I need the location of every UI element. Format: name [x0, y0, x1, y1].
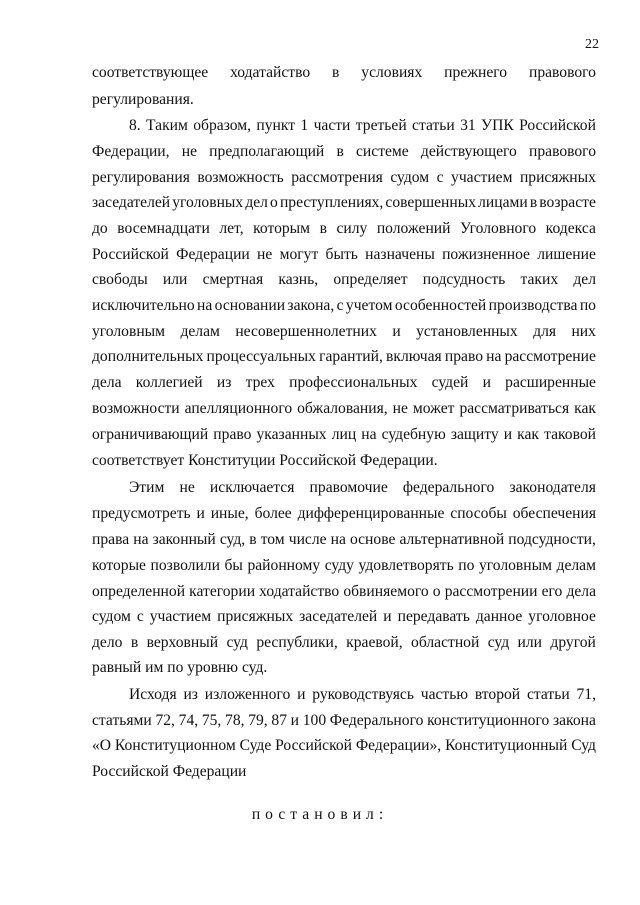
- word: дела: [92, 374, 122, 391]
- word: данное: [475, 608, 523, 625]
- word: удовлетворять: [358, 557, 454, 574]
- word: 100: [302, 712, 327, 729]
- word: делам: [556, 557, 596, 574]
- word: республики,: [256, 634, 338, 651]
- word: уголовным: [92, 323, 166, 340]
- text-line: [92, 142, 596, 162]
- text-line: [92, 168, 596, 188]
- word: УПК: [481, 117, 514, 134]
- word: присяжных: [519, 169, 596, 186]
- word: закона,: [287, 297, 335, 314]
- word: участием: [451, 169, 513, 186]
- word: на: [361, 426, 377, 443]
- text-line: [92, 478, 596, 498]
- word: с: [436, 169, 444, 186]
- word: уголовным: [478, 557, 552, 574]
- word: в: [130, 634, 139, 651]
- word: и: [383, 608, 392, 625]
- word: и: [392, 323, 401, 340]
- word: Федерации»,: [355, 737, 442, 754]
- word: рассматриваться: [459, 400, 570, 417]
- word: которым: [253, 220, 311, 237]
- word: другой: [550, 634, 596, 651]
- text-line: [92, 193, 596, 213]
- word: делам: [180, 323, 220, 340]
- text-line: [92, 270, 596, 290]
- word: которые: [92, 557, 146, 574]
- word: участием: [149, 608, 212, 625]
- word: о: [270, 194, 278, 211]
- word: рассмотрения: [291, 169, 383, 186]
- word: федерального: [402, 479, 495, 496]
- word: обеспечения: [512, 505, 596, 522]
- word: на: [330, 531, 346, 548]
- word: дел: [245, 194, 268, 211]
- word: Федерации,: [92, 143, 170, 160]
- word: права: [92, 531, 130, 548]
- text-line: [92, 373, 596, 393]
- word: лиц: [331, 426, 357, 443]
- word: включая: [386, 348, 442, 365]
- word: назначены: [365, 246, 435, 263]
- word: указанных: [256, 426, 327, 443]
- word: способы: [450, 505, 507, 522]
- word: заседателей: [299, 608, 378, 625]
- word: основании: [214, 297, 286, 314]
- word: Уголовного: [460, 220, 537, 237]
- word: условиях: [361, 64, 423, 81]
- word: суд: [487, 634, 510, 651]
- word: предусмотреть: [92, 505, 191, 522]
- word: соответствующее: [92, 64, 209, 81]
- word: и: [196, 505, 205, 522]
- word: как: [517, 426, 540, 443]
- word: изложенного: [204, 686, 291, 703]
- word: Конституционный: [445, 737, 568, 754]
- word: и: [482, 374, 491, 391]
- word: возможность: [197, 169, 284, 186]
- word: защиту: [450, 426, 499, 443]
- word: части: [313, 117, 351, 134]
- text-line: [92, 530, 596, 550]
- word: на: [486, 348, 502, 365]
- word: числе: [288, 531, 327, 548]
- word: 79,: [248, 712, 268, 729]
- word: законодателя: [509, 479, 596, 496]
- word: пожизненное: [442, 246, 530, 263]
- word: таких: [520, 271, 559, 288]
- word: рассмотрении: [444, 583, 538, 600]
- word: смертная: [202, 271, 264, 288]
- word: 8.: [129, 117, 141, 134]
- word: быть: [325, 246, 358, 263]
- text-line: [92, 296, 596, 316]
- page-number: 22: [585, 37, 599, 52]
- text-line: [92, 736, 596, 756]
- text-line: равный им по уровню суд.: [92, 659, 268, 676]
- word: Суде: [239, 737, 272, 754]
- word: пункт: [256, 117, 296, 134]
- text-line: [92, 219, 596, 239]
- word: право: [444, 348, 483, 365]
- text-line: [92, 582, 596, 602]
- word: учетом: [345, 297, 393, 314]
- word: восемнадцати: [117, 220, 210, 237]
- word: из: [183, 686, 198, 703]
- word: как: [574, 400, 596, 417]
- word: не: [179, 479, 195, 496]
- word: третьей: [355, 117, 407, 134]
- word: закона: [552, 712, 596, 729]
- word: статьями: [92, 712, 152, 729]
- word: на: [197, 297, 213, 314]
- word: производства: [488, 297, 578, 314]
- word: дополнительных: [92, 348, 204, 365]
- word: 1: [300, 117, 309, 134]
- word: том: [260, 531, 285, 548]
- word: областной: [411, 634, 480, 651]
- text-line: Российской Федерации: [92, 763, 247, 780]
- word: ходатайство: [259, 583, 340, 600]
- word: Федерального: [329, 712, 424, 729]
- word: альтернативной: [399, 531, 505, 548]
- text-line: [92, 347, 596, 367]
- word: судебную: [381, 426, 446, 443]
- word: статьи: [526, 686, 570, 703]
- word: гарантий,: [319, 348, 383, 365]
- word: кодекса: [545, 220, 596, 237]
- word: образом,: [193, 117, 252, 134]
- text-line: [92, 633, 596, 653]
- word: конституционного: [427, 712, 550, 729]
- word: ограничивающий: [92, 426, 209, 443]
- word: Российской: [92, 246, 169, 263]
- word: Федерации: [176, 246, 250, 263]
- word: Этим: [129, 479, 165, 496]
- word: подсудности,: [508, 531, 596, 548]
- word: процессуальных: [206, 348, 316, 365]
- word: в: [336, 143, 344, 160]
- text-line: [92, 245, 596, 265]
- word: руководствуясь: [312, 686, 414, 703]
- word: расширенные: [505, 374, 596, 391]
- word: подсудность: [422, 271, 506, 288]
- word: 31: [460, 117, 476, 134]
- word: с: [136, 608, 144, 625]
- word: правового: [528, 64, 596, 81]
- word: 78,: [225, 712, 245, 729]
- word: исключается: [209, 479, 295, 496]
- word: положений: [376, 220, 451, 237]
- word: могут: [279, 246, 319, 263]
- word: казнь,: [278, 271, 319, 288]
- word: апелляционного: [184, 400, 293, 417]
- text-line: [92, 322, 596, 342]
- word: силу: [336, 220, 368, 237]
- word: не: [181, 143, 197, 160]
- word: правового: [529, 143, 596, 160]
- word: действующего: [420, 143, 517, 160]
- word: лицами: [478, 194, 528, 211]
- word: дифференцированные: [297, 505, 445, 522]
- word: свободы: [92, 271, 148, 288]
- word: не: [392, 400, 408, 417]
- word: в: [249, 531, 257, 548]
- word: статьи: [412, 117, 455, 134]
- word: судом: [390, 169, 430, 186]
- word: коллегией: [135, 374, 203, 391]
- resolution-heading: постановил:: [251, 806, 389, 823]
- word: верховный: [146, 634, 219, 651]
- word: до: [92, 220, 108, 237]
- word: в: [319, 220, 327, 237]
- word: системе: [356, 143, 409, 160]
- word: обвиняемого: [343, 583, 429, 600]
- word: уголовное: [528, 608, 596, 625]
- word: судей: [431, 374, 469, 391]
- word: право: [213, 426, 252, 443]
- word: совершенных: [385, 194, 477, 211]
- word: определяет: [333, 271, 408, 288]
- word: в: [332, 64, 340, 81]
- word: «О: [92, 737, 112, 754]
- word: категории: [189, 583, 256, 600]
- word: ходатайство: [230, 64, 311, 81]
- word: более: [254, 505, 292, 522]
- word: Суд: [571, 737, 596, 754]
- word: на: [133, 531, 149, 548]
- word: и: [297, 686, 306, 703]
- word: и: [290, 712, 300, 729]
- word: судом: [92, 608, 131, 625]
- word: определенной: [92, 583, 186, 600]
- word: несовершеннолетних: [235, 323, 377, 340]
- word: трех: [245, 374, 275, 391]
- word: передавать: [397, 608, 470, 625]
- word: заседателей: [92, 194, 171, 211]
- text-line: [92, 607, 596, 627]
- word: уголовных: [172, 194, 244, 211]
- word: дел: [573, 271, 596, 288]
- text-line: [92, 504, 596, 524]
- word: о: [432, 583, 441, 600]
- word: профессиональных: [289, 374, 418, 391]
- word: по: [579, 297, 596, 314]
- word: Российской: [275, 737, 352, 754]
- text-line: [92, 556, 596, 576]
- word: или: [517, 634, 543, 651]
- word: Таким: [146, 117, 188, 134]
- word: из: [216, 374, 232, 391]
- word: районному: [247, 557, 321, 574]
- word: Конституционном: [114, 737, 236, 754]
- word: прежнего: [444, 64, 508, 81]
- word: краевой,: [346, 634, 403, 651]
- word: правомочие: [309, 479, 388, 496]
- word: иные,: [210, 505, 249, 522]
- word: регулирования: [92, 169, 190, 186]
- word: позволили: [150, 557, 220, 574]
- text-line: [92, 425, 596, 445]
- text-line: [92, 685, 596, 705]
- text-line: [92, 116, 596, 136]
- word: может: [412, 400, 455, 417]
- word: 74,: [178, 712, 199, 729]
- text-line: [92, 711, 596, 731]
- word: не: [257, 246, 273, 263]
- word: обжалования,: [297, 400, 388, 417]
- word: них: [571, 323, 596, 340]
- word: таковой: [544, 426, 596, 443]
- word: или: [162, 271, 188, 288]
- word: лишение: [537, 246, 596, 263]
- word: исключительно: [92, 297, 195, 314]
- text-line: [92, 399, 596, 419]
- word: второй: [474, 686, 521, 703]
- word: суд,: [219, 531, 246, 548]
- word: установленных: [416, 323, 518, 340]
- text-line: регулирования.: [92, 91, 194, 108]
- word: дело: [92, 634, 123, 651]
- word: преступлениях,: [279, 194, 384, 211]
- word: возможности: [92, 400, 180, 417]
- word: суд: [226, 634, 248, 651]
- word: 75,: [201, 712, 222, 729]
- word: дела: [566, 583, 596, 600]
- word: Исходя: [129, 686, 177, 703]
- word: рассмотрение: [504, 348, 596, 365]
- word: для: [533, 323, 557, 340]
- word: его: [541, 583, 563, 600]
- word: с: [336, 297, 344, 314]
- text-line: соответствует Конституции Российской Федерации.: [92, 452, 438, 469]
- word: особенностей: [394, 297, 487, 314]
- word: 71,: [576, 686, 596, 703]
- word: бы: [224, 557, 243, 574]
- word: законный: [152, 531, 216, 548]
- word: присяжных: [217, 608, 294, 625]
- word: и: [503, 426, 513, 443]
- word: предполагающий: [209, 143, 325, 160]
- word: суду: [324, 557, 354, 574]
- word: 72,: [155, 712, 175, 729]
- text-line: [92, 63, 596, 83]
- word: 87: [271, 712, 287, 729]
- word: по: [458, 557, 475, 574]
- word: Российской: [519, 117, 596, 134]
- word: возрасте: [539, 194, 596, 211]
- word: лет,: [219, 220, 244, 237]
- word: частью: [420, 686, 469, 703]
- word: в: [529, 194, 538, 211]
- word: основе: [349, 531, 396, 548]
